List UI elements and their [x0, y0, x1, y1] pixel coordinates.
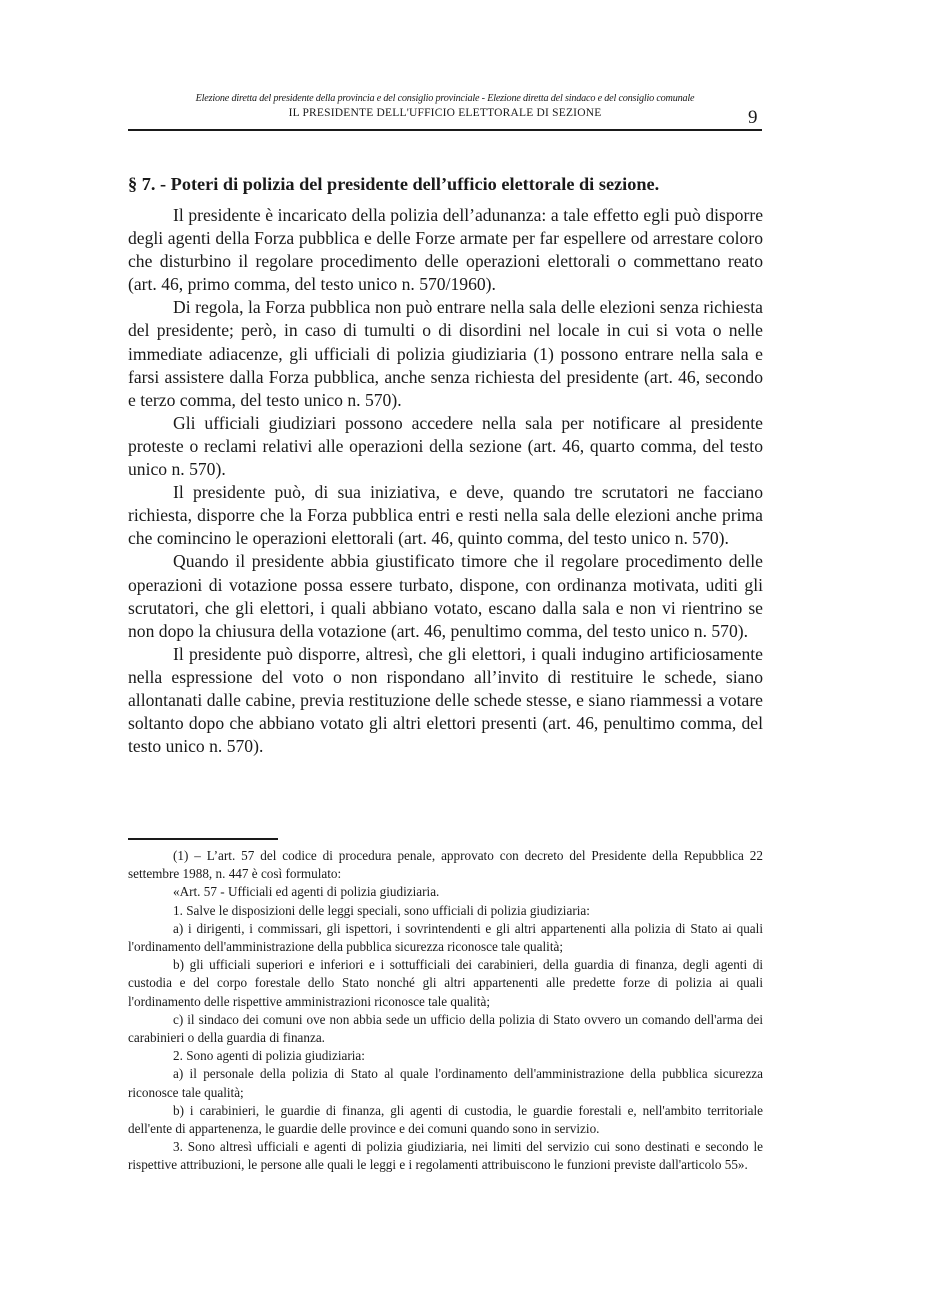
- page-number: 9: [748, 107, 758, 128]
- footnote-paragraph: a) i dirigenti, i commissari, gli ispettori, i sovrintendenti e gli altri appartenenti alla polizia di Stato ai quali l'ordinamento dell'amministrazione della pubblica sicurezza riconosce tale qualità;: [128, 920, 763, 955]
- footnote-paragraph: 2. Sono agenti di polizia giudiziaria:: [173, 1048, 365, 1064]
- paragraph: Quando il presidente abbia giustificato timore che il regolare procedimento delle operazioni di votazione possa essere turbato, dispone, con ordinanza motivata, uditi gli scrutatori, che gli elettori, i quali abbiano votato, escano dalla sala e non vi rientrino se non dopo la chiusura della votazione (art. 46, penultimo comma, del testo unico n. 570).: [128, 551, 763, 641]
- footnote-paragraph: «Art. 57 - Ufficiali ed agenti di polizia giudiziaria.: [173, 884, 440, 900]
- footnote-paragraph: c) il sindaco dei comuni ove non abbia sede un ufficio della polizia di Stato ovvero un comando dell'arma dei carabinieri o della guardia di finanza.: [128, 1011, 763, 1046]
- footnotes: [128, 847, 763, 1175]
- footnote-paragraph: b) i carabinieri, le guardie di finanza, gli agenti di custodia, le guardie forestali e, nell'ambito territoriale dell'ente di appartenenza, le guardie delle province e dei comuni quando sono in servizio.: [128, 1102, 763, 1137]
- paragraph: Il presidente è incaricato della polizia dell’adunanza: a tale effetto egli può disporre degli agenti della Forza pubblica e delle Forze armate per far espellere od arrestare coloro che disturbino il regolare procedimento delle operazioni elettorali o commettano reato (art. 46, primo comma, del testo unico n. 570/1960).: [128, 205, 763, 295]
- paragraph: Il presidente può, di sua iniziativa, e deve, quando tre scrutatori ne facciano richiesta, disporre che la Forza pubblica entri e resti nella sala delle elezioni anche prima che comincino le operazioni elettorali (art. 46, quinto comma, del testo unico n. 570).: [128, 482, 763, 549]
- footnote-paragraph: (1) – L’art. 57 del codice di procedura penale, approvato con decreto del Presidente della Repubblica 22 settembre 1988, n. 447 è così formulato:: [128, 848, 763, 882]
- footnote-paragraph: 3. Sono altresì ufficiali e agenti di polizia giudiziaria, nei limiti del servizio cui sono destinati e secondo le rispettive attribuzioni, le persone alle quali le leggi e i regolamenti attribuiscono le funzioni previste dall'articolo 55».: [128, 1139, 763, 1173]
- running-head-chapter-title: IL PRESIDENTE DELL'UFFICIO ELETTORALE DI SEZIONE: [288, 107, 602, 119]
- paragraph: Di regola, la Forza pubblica non può entrare nella sala delle elezioni senza richiesta del presidente; però, in caso di tumulti o di disordini nel locale in cui si vota o nelle immediate adiacenze, gli ufficiali di polizia giudiziaria (1) possono entrare nella sala e farsi assistere dalla Forza pubblica, anche senza richiesta del presidente (art. 46, secondo e terzo comma, del testo unico n. 570).: [128, 297, 763, 410]
- running-head-book-title: Elezione diretta del presidente della provincia e del consiglio provinciale - Elezione diretta del sindaco e del consiglio comunale: [195, 93, 695, 104]
- section-heading: § 7. - Poteri di polizia del presidente dell’ufficio elettorale di sezione.: [128, 174, 660, 194]
- paragraph: Gli ufficiali giudiziari possono accedere nella sala per notificare al presidente proteste o reclami relativi alle operazioni della sezione (art. 46, quarto comma, del testo unico n. 570).: [128, 412, 763, 480]
- body-text: [128, 204, 763, 758]
- paragraph: Il presidente può disporre, altresì, che gli elettori, i quali indugino artificiosamente nella espressione del voto o non rispondano all’invito di restituire le schede, siano allontanati dalle cabine, previa restituzione delle schede stesse, e siano riammessi a votare soltanto dopo che abbiano votato gli altri elettori presenti (art. 46, penultimo comma, del testo unico n. 570).: [128, 643, 763, 757]
- footnote-paragraph: a) il personale della polizia di Stato al quale l'ordinamento dell'amministrazione della pubblica sicurezza riconosce tale qualità;: [128, 1066, 763, 1100]
- footnote-separator: [128, 838, 278, 840]
- header-rule: [128, 129, 762, 131]
- footnote-paragraph: 1. Salve le disposizioni delle leggi speciali, sono ufficiali di polizia giudiziaria:: [173, 902, 590, 918]
- running-head: [128, 92, 762, 120]
- footnote-paragraph: b) gli ufficiali superiori e inferiori e i sottufficiali dei carabinieri, della guardia di finanza, degli agenti di custodia e del corpo forestale dello Stato nonché gli altri appartenenti alle predette forze di polizia ai quali l'ordinamento delle rispettive amministrazioni riconosce tale qualità;: [128, 957, 763, 1009]
